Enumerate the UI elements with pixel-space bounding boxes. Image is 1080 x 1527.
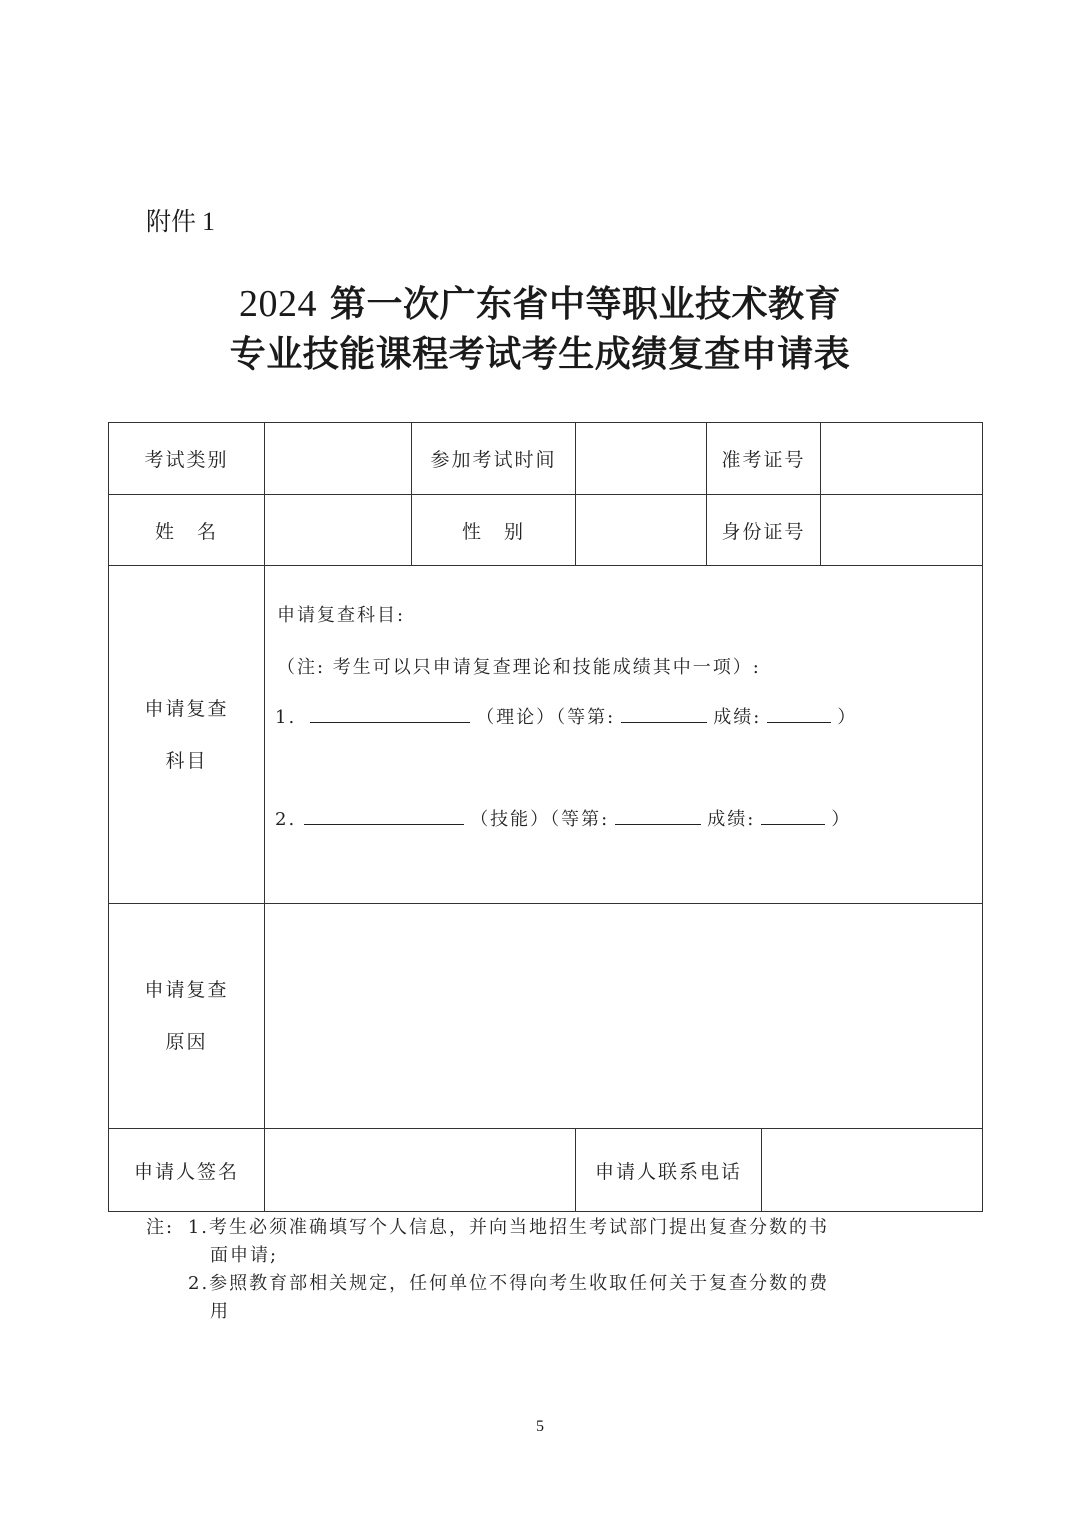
id-number-label: 身份证号 xyxy=(721,520,806,543)
note-item-1 xyxy=(146,1214,829,1242)
phone-label: 申请人联系电话 xyxy=(594,1160,742,1183)
title-year: 2024 xyxy=(238,283,317,325)
id-number-field[interactable] xyxy=(821,495,982,565)
exam-category-label: 考试类别 xyxy=(144,449,229,471)
theory-score-blank[interactable] xyxy=(767,704,831,723)
note-2-line2: 用 xyxy=(210,1301,230,1322)
phone-field[interactable] xyxy=(762,1129,982,1211)
item2-type: （技能）（等第: xyxy=(470,809,610,830)
skill-score-blank[interactable] xyxy=(761,806,825,825)
reason-label-line2: 原因 xyxy=(165,1031,208,1053)
ticket-number-label: 准考证号 xyxy=(721,449,806,471)
theory-subject-blank[interactable] xyxy=(310,704,470,723)
attachment-label xyxy=(146,202,215,238)
exam-category-field[interactable] xyxy=(265,423,411,494)
note-2-line1: 2.参照教育部相关规定，任何单位不得向考生收取任何关于复查分数的费 xyxy=(188,1273,830,1294)
subjects-label-line1: 申请复查 xyxy=(144,697,229,720)
ticket-number-field[interactable] xyxy=(821,423,982,494)
title-line1-text: 第一次广东省中等职业技术教育 xyxy=(330,284,842,325)
theory-grade-blank[interactable] xyxy=(621,704,707,723)
item2-index: 2. xyxy=(275,809,297,830)
attachment-text: 附件 xyxy=(146,207,197,236)
item1-index: 1. xyxy=(275,707,297,728)
page-number: 5 xyxy=(536,1418,544,1435)
skill-grade-blank[interactable] xyxy=(615,806,701,825)
exam-time-field[interactable] xyxy=(576,423,706,494)
subjects-note: （注: 考生可以只申请复查理论和技能成绩其中一项）: xyxy=(277,657,761,678)
item1-type: （理论）（等第: xyxy=(476,707,616,728)
signature-label: 申请人签名 xyxy=(133,1160,239,1183)
item2-close: ） xyxy=(831,809,852,830)
gender-field[interactable] xyxy=(576,495,706,565)
gender-label: 性 别 xyxy=(461,520,525,543)
attachment-number: 1 xyxy=(202,207,216,236)
skill-subject-blank[interactable] xyxy=(304,806,464,825)
reason-label xyxy=(109,904,264,1128)
item1-score-label: 成绩: xyxy=(713,707,762,728)
notes-prefix: 注: xyxy=(146,1217,175,1238)
exam-time-label: 参加考试时间 xyxy=(430,449,557,471)
item2-score-label: 成绩: xyxy=(707,809,756,830)
subjects-label-line2: 科目 xyxy=(165,749,208,772)
subject-item-skill xyxy=(275,805,851,831)
reason-label-line1: 申请复查 xyxy=(144,979,229,1001)
notes-section xyxy=(146,1214,829,1326)
application-form-table xyxy=(108,422,983,1212)
subjects-label xyxy=(109,566,264,903)
item1-close: ） xyxy=(837,707,858,728)
reason-field[interactable] xyxy=(265,904,982,1128)
page-title-line2: 专业技能课程考试考生成绩复查申请表 xyxy=(229,334,851,375)
subjects-heading: 申请复查科目: xyxy=(277,605,406,626)
name-field[interactable] xyxy=(265,495,411,565)
note-1-line2: 面申请; xyxy=(210,1245,279,1266)
subject-item-theory xyxy=(275,703,857,729)
signature-field[interactable] xyxy=(265,1129,575,1211)
name-label: 姓 名 xyxy=(154,520,218,543)
note-1-line1: 1.考生必须准确填写个人信息，并向当地招生考试部门提出复查分数的书 xyxy=(187,1217,829,1238)
page-title-line1 xyxy=(0,276,1080,327)
